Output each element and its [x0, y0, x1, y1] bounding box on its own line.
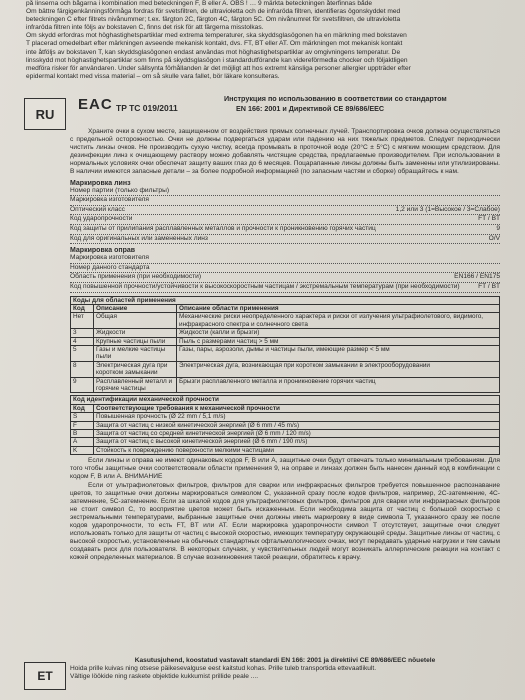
lens-marking-heading: Маркировка линз	[70, 179, 131, 187]
marking-label: Маркировка изготовителя	[70, 254, 149, 262]
marking-line	[70, 283, 500, 293]
table-cell: Защита от частиц с низкой кинетической энергией (Ø 6 mm / 45 m/s)	[94, 421, 500, 429]
col-code: Код	[71, 404, 94, 412]
eac-mark: EAC	[78, 96, 113, 113]
swedish-line: T placerad omedelbart efter märkningen avseende mekanisk kontakt, dvs. FT, BT eller AT. Om märkningen mot mekanisk kontakt	[26, 40, 403, 48]
table-cell: Жидкости (капли и брызги)	[177, 329, 500, 337]
et-title: Kasutusjuhend, koostatud vastavalt standardi EN 166: 2001 ja direktiivi CE 89/686/EEC nõuetele	[134, 657, 436, 664]
table-row	[71, 438, 500, 446]
marking-value: FT / BT	[478, 282, 500, 290]
table-cell: Жидкости	[94, 329, 177, 337]
swedish-line: Om bättre färgigenkänningsförmåga fordras för svetsfiltren, de ultraviolettа och de infraröda filtren, identifieras ögonskyddet med	[26, 8, 401, 16]
intro-text: Храните очки в сухом месте, защищенном от воздействия прямых солнечных лучей. Транспортировка очков должна осуществляться с предельной осторожностью. Очки не должны подвергаться ударам или падению на них тяжелых предметов. Следует периодически чистить линзы очков. Не производить сухую чистку, всегда промывать в проточной воде (20°С ± 5°С) с мягким моющим средством. Для дезинфекции линз к очищающему раствору можно добавлять чистящие средства, предлагаемые производителем. При использовании в нормальных условиях очки обеспечат защиту ваших глаз до 6 месяцев. Поцарапанные линзы должны быть заменены или утилизированы. В наличии имеются запасные детали – за более подробной информацией (по запасным частям и сборке) обращайтесь к нам.	[70, 128, 500, 176]
et-line: Hoida prille kuivas ning otsese päikesevalguse eest kaitstud kohas. Prille tuleb transportida ettevaatlikult.	[70, 665, 377, 673]
marking-line	[70, 264, 500, 274]
table-cell: Газы, пары, аэрозоли, дымы и частицы пыли, имеющие размер < 5 мм	[177, 345, 500, 361]
application-codes-table	[70, 296, 500, 394]
table-cell: Защита от частиц со средней кинетической энергией (Ø 6 mm / 120 m/s)	[94, 430, 500, 438]
table-cell: S	[71, 413, 94, 421]
table-row	[71, 361, 500, 377]
marking-value: O/V	[488, 234, 500, 242]
marking-label: Маркировка изготовителя	[70, 196, 149, 204]
col-code: Код	[71, 304, 94, 312]
table-cell: A	[71, 438, 94, 446]
table-cell: Электрическая дуга, возникающая при коротком замыкании в электрооборудовании	[177, 361, 500, 377]
swedish-line: epidermal kontakt med vissa material – om så skulle vara fallet, bör läkare konsulteras.	[26, 72, 280, 80]
swedish-line: linsskydd mot höghastighetspartiklar som finns på skyddsglasögon i standardutförande kan videreförmedla chocker och följaktligen	[26, 56, 408, 64]
compliance-paragraph: Если линзы и оправа не имеют одинаковых кодов F, B или A, защитные очки будут отвечать только минимальным требованиям. Для того чтобы защитные очки соответствовали области применения 9, на оправе и линзах должен быть нанесен данный код в комбинации с кодом F, B или A. ВНИМАНИЕ	[70, 457, 500, 481]
instruction-title: Инструкция по использованию в соответствии со стандартом	[224, 94, 447, 103]
mechanical-codes-heading: Код идентификации механической прочности	[71, 396, 500, 404]
technical-regulation: TP TC 019/2011	[116, 103, 178, 113]
table-cell: 3	[71, 329, 94, 337]
et-line: Vältige löökide ning raskete objektide kukkumist prillide peale ....	[70, 673, 259, 681]
table-row	[71, 430, 500, 438]
marking-line	[70, 206, 500, 216]
table-row	[71, 446, 500, 454]
table-cell: 8	[71, 361, 94, 377]
swedish-line: på linserna och bågarna i kombination med beteckningen F, B eller A. OBS ! … 9 märkta beteckningen återfinnas både	[26, 0, 373, 7]
table-cell: Стойкость к повреждению поверхности мелкими частицами	[94, 446, 500, 454]
table-cell: K	[71, 446, 94, 454]
table-cell: Расплавленный металл и горячие частицы	[94, 377, 177, 393]
table-cell: Общая	[94, 313, 177, 329]
swedish-line: beteckningen C efter filtrets nivånummer; t.ex. färgton 2C, färgton 4C, färgton 5C. Om nivånumret för svetsfiltren, de ultravioletta	[26, 16, 401, 24]
marking-value: EN166 / EN175	[454, 273, 500, 281]
lens-marking-list	[70, 187, 500, 245]
table-cell: Крупные частицы пыли	[94, 337, 177, 345]
col-description: Описание	[94, 304, 177, 312]
table-row	[71, 313, 500, 329]
marking-line	[70, 187, 500, 197]
table-row	[71, 377, 500, 393]
swedish-line: medföra risker för användaren. Under sällsynta förhållanden är det möjligt att hos extremt känsliga personer allergier uppträder efter	[26, 64, 411, 72]
marking-line	[70, 254, 500, 264]
warning-paragraphs	[70, 457, 500, 562]
application-codes-heading: Коды для областей применения	[71, 296, 500, 304]
swedish-line: inte åtföljs av bokstaven T, kan skyddsglasögonen endast användas mot höghastighetspartiklar av omgivningens temperatur. De	[26, 48, 401, 56]
table-cell: Повышенная прочность (Ø 22 mm / 5,1 m/s)	[94, 413, 500, 421]
table-cell: F	[71, 421, 94, 429]
table-cell: Механические риски неопределенного характера и риски от излучения ультрафиолетового, видимого, инфракрасного спектра и солнечного света	[177, 313, 500, 329]
frame-marking-list	[70, 254, 500, 292]
table-cell: Пыль с размерами частиц > 5 мм	[177, 337, 500, 345]
marking-label: Оптический класс	[70, 205, 125, 213]
table-row	[71, 413, 500, 421]
estonian-section	[70, 657, 500, 681]
table-cell: Электрическая дуга при коротком замыкании	[94, 361, 177, 377]
instruction-standard: EN 166: 2001 и Директивой CE 89/686/EEC	[236, 104, 385, 113]
col-application: Описание области применения	[177, 304, 500, 312]
swedish-section	[26, 0, 496, 81]
table-row	[71, 421, 500, 429]
marking-line	[70, 215, 500, 225]
table-row	[71, 329, 500, 337]
language-badge-et: ET	[24, 662, 66, 690]
frame-marking-heading: Маркировка оправ	[70, 247, 136, 255]
marking-label: Номер данного стандарта	[70, 263, 150, 271]
col-requirement: Соответствующие требования к механической прочности	[94, 404, 500, 412]
language-badge-ru: RU	[24, 98, 66, 130]
marking-label: Код защиты от прилипания расплавленных металлов и прочности к проникновению горячих частиц	[70, 224, 376, 232]
marking-value: 9	[496, 224, 500, 232]
table-cell: Газы и мелкие частицы пыли	[94, 345, 177, 361]
table-cell: Брызги расплавленного металла и проникновение горячих частиц	[177, 377, 500, 393]
table-row	[71, 337, 500, 345]
mechanical-codes-table	[70, 395, 500, 455]
marking-line	[70, 196, 500, 206]
table-row	[71, 345, 500, 361]
swedish-line: infraröda filtren inte följs av bokstaven C, finns det risk för att färgerna misstolkas.	[26, 24, 264, 32]
russian-body	[70, 128, 500, 562]
storage-paragraph	[70, 128, 500, 177]
table-cell: Нет	[71, 313, 94, 329]
marking-value: 1,2 или 3 (1=Высокое / 3=Слабое)	[395, 205, 500, 213]
marking-label: Код повышенной прочности/устойчивости к высокоскоростным частицам / экстремальным температурам (при необходимости)	[70, 282, 460, 290]
marking-label: Номер партии (только фильтры)	[70, 186, 170, 194]
marking-label: Область применения (при необходимости)	[70, 273, 202, 281]
marking-label: Код ударопрочности	[70, 215, 133, 223]
table-cell: Защита от частиц с высокой кинетической энергией (Ø 6 mm / 190 m/s)	[94, 438, 500, 446]
marking-line	[70, 225, 500, 235]
marking-label: Код для оригинальных или замененных линз	[70, 234, 208, 242]
marking-line	[70, 273, 500, 283]
marking-value: FT / BT	[478, 215, 500, 223]
table-cell: 4	[71, 337, 94, 345]
table-cell: 5	[71, 345, 94, 361]
marking-line	[70, 235, 500, 245]
warning-paragraph: Если от ультрафиолетовых фильтров, фильтров для сварки или инфракрасных фильтров требуется повышенное распознавание цветов, то защитные очки должны маркироваться символом С, указанной сразу после кодов фильтров, например, 2С-затемнение, 4С-затемнение, 5С-затемнение. Если за шкалой кодов для ультрафиолетовых фильтров, фильтров для сварки или инфракрасных фильтров не стоит символ С, то восприятие цветов может быть искаженным. Если необходима защита от частиц с большой скоростью с экстремальными температурами, выбранные защитные очки должны иметь маркировку в виде символа Т, указанного сразу же после кодов ударопрочности, то есть FT, BT или AT. Если маркировка ударопрочности символ Т отсутствует, защитные очки следует использовать только для защиты от частиц с высокой скоростью, имеющих температуру окружающей среды. Защитные линзы от частиц, с высокой скоростью, установленные на обычных стандартных офтальмологических очках, могут передавать ударные нагрузки и тем самым создавать риск для пользователя. В некоторых случаях, у чувствительных людей могут возникать аллергические реакции на контакт с кожей определенных материалов. В случае возникновения такой реакции, обратитесь к врачу.	[70, 481, 500, 562]
table-cell: 9	[71, 377, 94, 393]
table-cell: B	[71, 430, 94, 438]
swedish-line: Om skydd erfordras mot höghastighetspartiklar med extrema temperaturer, ska skyddsglasögonen ha en märkning med bokstaven	[26, 32, 407, 40]
